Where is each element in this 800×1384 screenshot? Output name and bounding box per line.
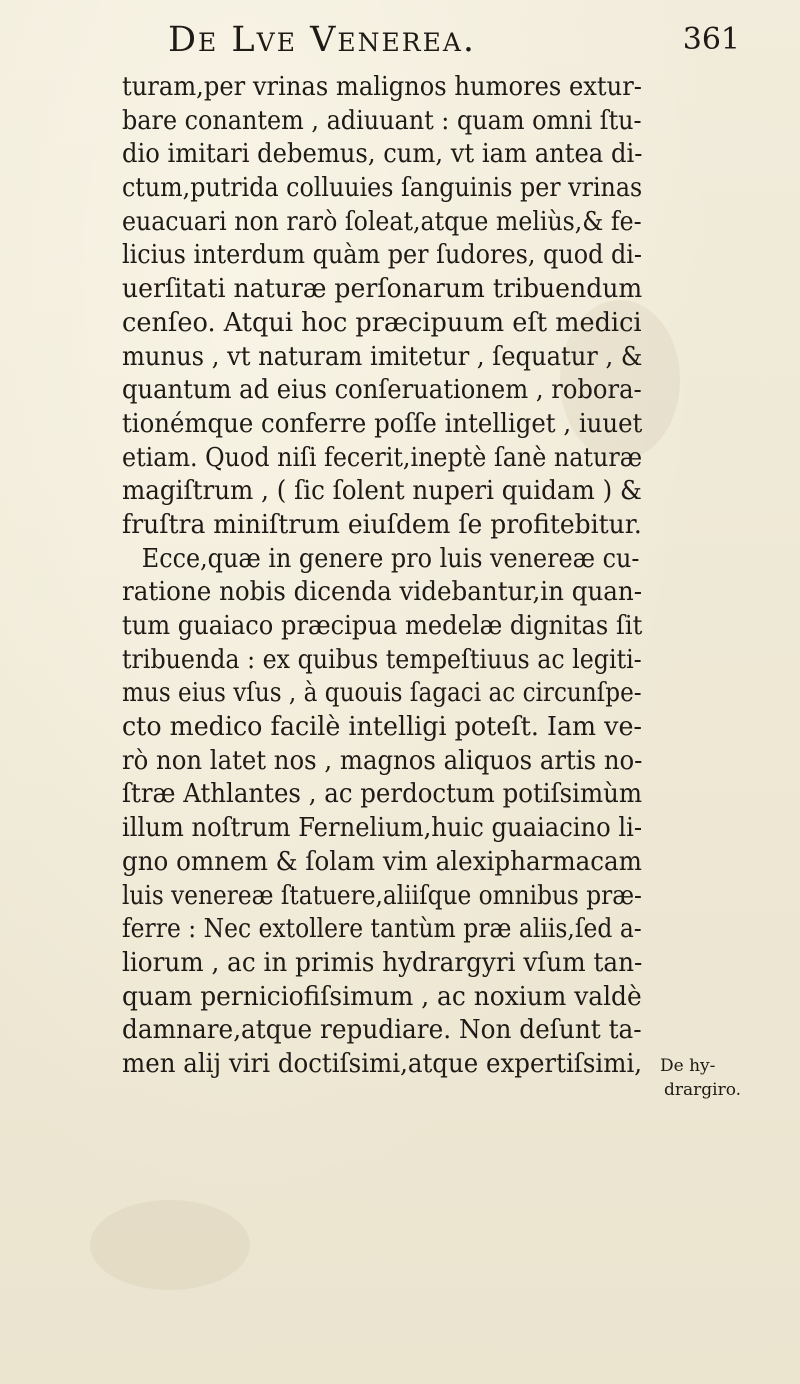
text-line: tum guaiaco præcipua medelæ dignitas ſit [122, 610, 643, 641]
text-line: liorum , ac in primis hydrargyri vſum tan- [122, 946, 643, 978]
text-line: tribuenda : ex quibus tempeſtiuus ac legiti- [122, 643, 642, 675]
running-title: De Lve Venerea. [168, 20, 477, 60]
text-line: cenſeo. Atqui hoc præcipuum eſt medici [122, 306, 642, 338]
text-line: bare conantem , adiuuant : quam omni ſtu- [122, 104, 642, 136]
text-line: ctum,putrida colluuies ſanguinis per vrinas [122, 172, 643, 204]
text-line: luis venereæ ſtatuere,aliiſque omnibus præ- [122, 879, 642, 911]
text-line: Ecce,quæ in genere pro luis venereæ cu- [141, 542, 640, 574]
margin-note [660, 1054, 780, 1102]
text-line: fruſtra miniſtrum eiuſdem ſe profitebitur. [122, 508, 642, 540]
text-line: ferre : Nec extollere tantùm præ aliis,ſed a- [122, 913, 642, 945]
paper-stain [90, 1200, 250, 1290]
text-line: mus eius vſus , à quouis ſagaci ac circunſpe- [122, 677, 642, 709]
text-line: damnare,atque repudiare. Non deſunt ta- [122, 1014, 642, 1046]
body-text [122, 70, 642, 1081]
text-line: etiam. Quod niſi fecerit,ineptè ſanè naturæ [122, 441, 643, 473]
text-line: uerſitati naturæ perſonarum tribuendum [122, 273, 643, 305]
text-line: cto medico facilè intelligi poteſt. Iam ve- [122, 711, 642, 743]
text-line: euacuari non rarò ſoleat,atque meliùs,& fe- [122, 205, 642, 237]
margin-note-line: De hy- [660, 1056, 716, 1076]
margin-note-line: drargiro. [664, 1080, 742, 1100]
text-line: tionémque conferre poſſe intelliget , iuuet [122, 407, 643, 439]
page-header [100, 20, 740, 64]
text-line: quantum ad eius conſeruationem , robora- [122, 374, 642, 406]
text-line: magiſtrum , ( ſic ſolent nuperi quidam ) & [122, 475, 642, 507]
text-line: turam,per vrinas malignos humores extur- [122, 71, 642, 102]
text-line: ratione nobis dicenda videbantur,in quan- [122, 576, 643, 608]
text-line: men alij viri doctiſsimi,atque expertiſsimi, [122, 1047, 643, 1079]
page-number: 361 [682, 22, 740, 57]
text-line: ſtræ Athlantes , ac perdoctum potiſsimùm [122, 778, 643, 810]
text-line: munus , vt naturam imitetur , ſequatur , & [122, 340, 643, 372]
text-line: illum noſtrum Fernelium,huic guaiacino li- [122, 812, 643, 844]
text-line: gno omnem & ſolam vim alexipharmacam [122, 845, 642, 877]
text-line: quam perniciofiſsimum , ac noxium valdè [122, 980, 642, 1012]
text-line: rò non latet nos , magnos aliquos artis no- [122, 744, 643, 776]
text-line: dio imitari debemus, cum, vt iam antea di- [122, 138, 643, 170]
text-line: licius interdum quàm per ſudores, quod di- [122, 239, 642, 271]
